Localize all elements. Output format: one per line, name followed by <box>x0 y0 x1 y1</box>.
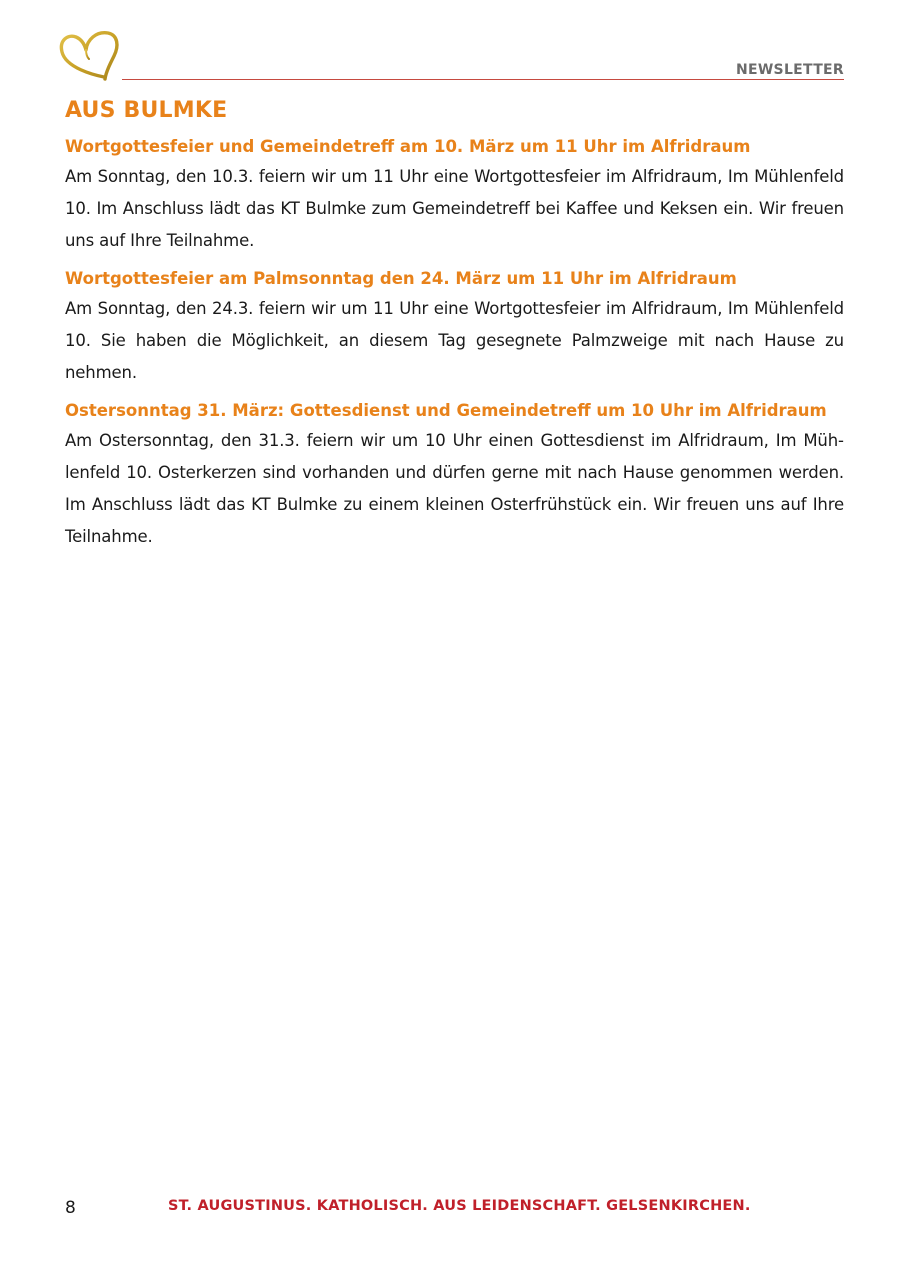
section-body: Am Sonntag, den 24.3. feiern wir um 11 Uhr eine Wortgottesfeier im Alfridraum, Im Mühlenfeld 10. Sie haben die Möglichkeit, an diesem Tag gesegnete Palmzweige mit nach Hause zu nehmen. <box>65 299 844 382</box>
article <box>65 98 844 563</box>
section-heading: Wortgottesfeier am Palmsonntag den 24. März um 11 Uhr im Alfridraum <box>65 269 737 288</box>
page-title: AUS BULMKE <box>65 98 228 123</box>
footer-motto: ST. AUGUSTINUS. KATHOLISCH. AUS LEIDENSCHAFT. GELSENKIRCHEN. <box>168 1198 751 1214</box>
header-divider <box>122 79 844 80</box>
section-2 <box>65 267 844 389</box>
section-3 <box>65 399 844 553</box>
section-heading: Wortgottesfeier und Gemeindetreff am 10. März um 11 Uhr im Alfridraum <box>65 137 751 156</box>
page-number: 8 <box>65 1198 76 1218</box>
heart-logo-icon <box>56 28 122 82</box>
section-1 <box>65 135 844 257</box>
newsletter-label: NEWSLETTER <box>735 62 844 78</box>
section-body: Am Ostersonntag, den 31.3. feiern wir um 10 Uhr einen Gottesdienst im Alfridraum, Im Mühlenfeld 10. Osterkerzen sind vorhanden und dürfen gerne mit nach Hause genommen werden. Im Anschluss lädt das KT Bulmke zu einem kleinen Osterfrühstück ein. Wir freuen uns auf Ihre Teilnahme. <box>65 431 844 546</box>
section-heading: Ostersonntag 31. März: Gottesdienst und Gemeindetreff um 10 Uhr im Alfridraum <box>65 401 827 420</box>
section-body: Am Sonntag, den 10.3. feiern wir um 11 Uhr eine Wortgottesfeier im Alfridraum, Im Mühlenfeld 10. Im Anschluss lädt das KT Bulmke zum Gemeindetreff bei Kaffee und Keksen ein. Wir freuen uns auf Ihre Teilnahme. <box>65 167 844 250</box>
